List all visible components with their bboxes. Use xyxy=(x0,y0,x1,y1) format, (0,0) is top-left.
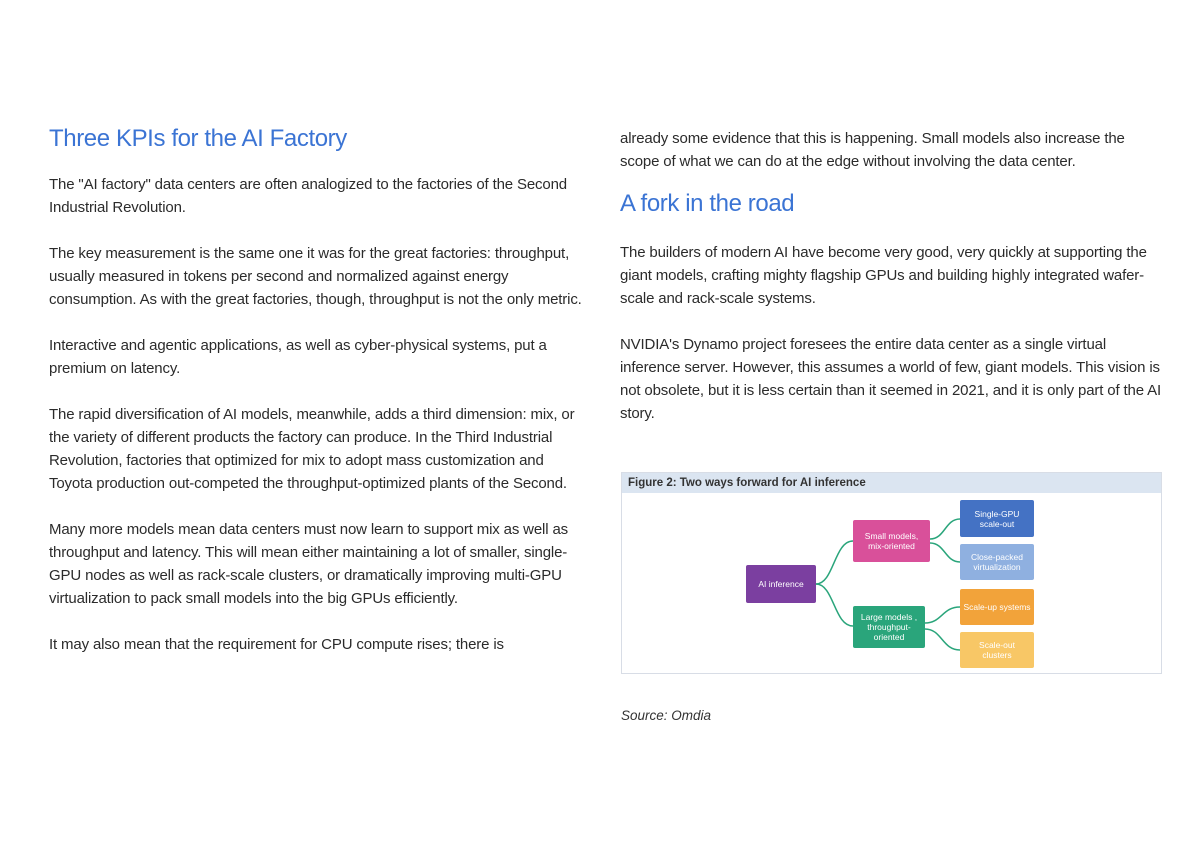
node-scale-out xyxy=(960,632,1034,668)
section-heading-fork: A fork in the road xyxy=(620,190,795,217)
section-heading-kpis: Three KPIs for the AI Factory xyxy=(49,125,347,152)
right-column xyxy=(620,127,1165,425)
connector-small-single xyxy=(930,519,960,539)
paragraph: The rapid diversification of AI models, meanwhile, adds a third dimension: mix, or the variety of different products the factory can produce. In the Third Industrial Revolution, factories that optimized for mix to adopt mass customization and Toyota production out-competed the throughput-optimized plants of the Second. xyxy=(49,406,575,492)
node-large-models xyxy=(853,606,925,648)
node-small-models xyxy=(853,520,930,562)
figure-source: Source: Omdia xyxy=(621,708,712,723)
node-label: Scale-out clusters xyxy=(979,640,1015,660)
node-label: Scale-up systems xyxy=(963,602,1031,612)
connector-root-large xyxy=(816,584,853,626)
paragraph: NVIDIA's Dynamo project foresees the entire data center as a single virtual inference server. However, this assumes a world of few, giant models. This vision is not obsolete, but it is less certain than it seemed in 2021, and it is only part of the AI story. xyxy=(620,336,1161,422)
paragraph: The key measurement is the same one it was for the great factories: throughput, usually measured in tokens per second and normalized against energy consumption. As with the great factories, though, throughput is not the only metric. xyxy=(49,245,582,308)
paragraph: Interactive and agentic applications, as well as cyber-physical systems, put a premium on latency. xyxy=(49,337,547,377)
node-single-gpu xyxy=(960,500,1034,537)
node-label: Small models, mix-oriented xyxy=(864,531,919,551)
figure-title: Figure 2: Two ways forward for AI inference xyxy=(622,473,1161,493)
connector-large-scaleout xyxy=(925,629,960,650)
node-scale-up xyxy=(960,589,1034,625)
paragraph: The builders of modern AI have become very good, very quickly at supporting the giant models, crafting mighty flagship GPUs and building highly integrated wafer-scale and rack-scale systems. xyxy=(620,244,1147,307)
node-label: AI inference xyxy=(758,579,804,589)
connector-large-scaleup xyxy=(925,607,960,623)
connector-root-small xyxy=(816,541,853,584)
node-label: Large models , throughput-oriented xyxy=(860,612,918,642)
node-label: Close-packed virtualization xyxy=(971,552,1023,572)
left-column xyxy=(49,122,589,679)
paragraph: The "AI factory" data centers are often analogized to the factories of the Second Industrial Revolution. xyxy=(49,176,567,216)
connector-small-close xyxy=(930,543,960,562)
paragraph: Many more models mean data centers must now learn to support mix as well as throughput and latency. This will mean either maintaining a lot of smaller, single-GPU nodes as well as rack-scale clusters, or dramatically improving multi-GPU virtualization to pack small models into the big GPUs efficiently. xyxy=(49,521,568,607)
node-label: Single-GPU scale-out xyxy=(974,508,1020,529)
figure-diagram xyxy=(621,472,1162,674)
node-close-packed xyxy=(960,544,1034,580)
node-ai-inference xyxy=(746,565,816,603)
paragraph: It may also mean that the requirement for CPU compute rises; there is xyxy=(49,636,504,653)
paragraph-continuation: already some evidence that this is happening. Small models also increase the scope of what we can do at the edge without involving the data center. xyxy=(620,130,1125,170)
